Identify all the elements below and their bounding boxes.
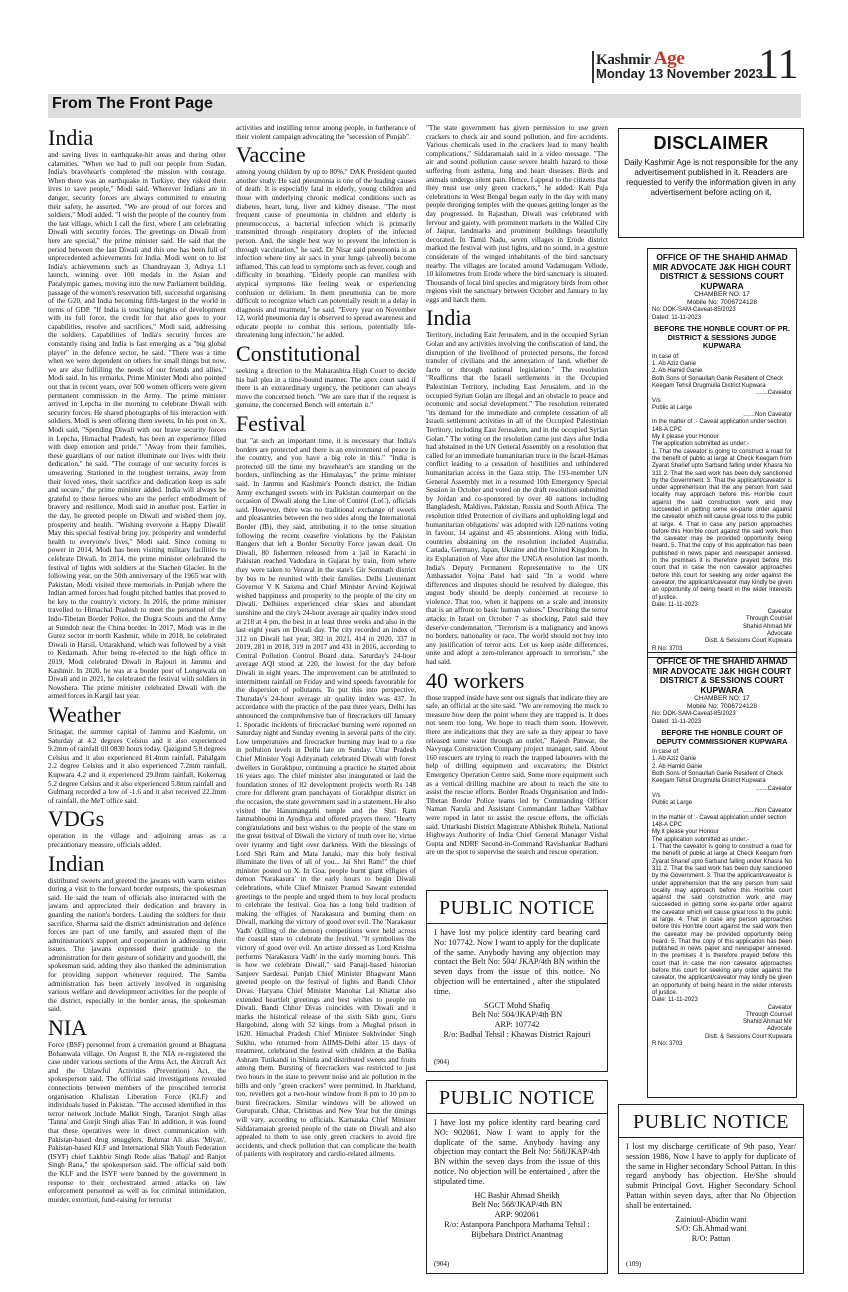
- legal-caveat-no: No: DOK-SAM-Caveat-85/2023: [652, 307, 736, 314]
- notice-father: S/O: Gh.Ahmad wani: [675, 1224, 747, 1234]
- notice-title: PUBLIC NOTICE: [427, 1085, 607, 1114]
- public-notice-1: [426, 890, 608, 1072]
- legal-public: Public at Large: [652, 404, 693, 411]
- article-vdgs: operation in the village and adjoining areas as a precautionary measure, officials added.: [48, 832, 226, 849]
- article-vaccine: among young children by up to 80%," DAK President quoted another study. He said pneumonia is one of the leading causes of death. It is especially fatal in elderly, young children and those with underlying chronic medical conditions such as diabetes, heart, lung, liver and kidney disease. "The most frequent cause of pneumonia in children and elderly is pneumococcus, a bacterial infection which is primarily transmitted through respiratory droplets of the infected person. And, the single best way to prevent the infection is through vaccination," he said. Dr Nisar said pneumonia is an infection where tiny air sacs in your lungs (alveoli) become inflamed. This can lead to symptoms such as fever, cough and difficulty in breathing. "Elderly people can manifest with atypical symptoms like feeling weak or experiencing confusion or delirium. In them pneumonia can be more difficult to recognize which can potentially result in a delay in diagnosis and treatment," he said. "Every year on November 12, world pneumonia day is observed to spread awareness and educate people to combat this serious, potentially life-threatening lung infection," he added.: [236, 168, 416, 340]
- headline-india: India: [48, 125, 94, 150]
- section-title: From The Front Page: [52, 95, 213, 112]
- notice-body: I have lost my police identity card bearing card NO: 902061. Now I want to apply for the duplicate of the same. Anybody having any objection may contact the Belt No: 568/JKAP/4th BN within the seven days from the issue of this notice. No objection will be entertained , after the stipulated time.: [434, 1118, 600, 1186]
- disclaimer-body: Daily Kashmir Age is not responsible for the any advertisement published in it. Readers are requested to verify the information given in any advertisement before acting on it.: [624, 158, 798, 197]
- legal-mobile: Mobile No: 7006724128: [686, 703, 758, 711]
- notice-ref: (904): [434, 1058, 450, 1067]
- legal-dated: Dated: 11-11-2023: [652, 314, 702, 321]
- legal-sig-2: Through Counsel: [745, 1011, 792, 1018]
- headline-indian: Indian: [48, 850, 105, 876]
- legal-case: In case of:: [652, 353, 680, 360]
- notice-address: R/o: Astanpora Panchpora Marhama Tehsil : Bijbehara District Anantnag: [444, 1219, 590, 1239]
- public-notice-3: [618, 1104, 804, 1274]
- legal-ref: R No: 3703: [652, 1041, 683, 1048]
- notice-address: R/O: Pattan: [691, 1234, 731, 1244]
- legal-ref: R No: 3703: [652, 645, 683, 652]
- headline-festival: Festival: [236, 411, 306, 437]
- legal-office: OFFICE OF THE SHAHID AHMAD MIR ADVOCATE J&K HIGH COURT DISTRICT & SESSIONS COURT KUPWARA: [652, 252, 792, 291]
- legal-dated: Dated: 11-11-2023: [652, 718, 702, 725]
- notice-title: PUBLIC NOTICE: [619, 1109, 803, 1138]
- legal-notice-1: [647, 248, 797, 658]
- headline-weather: Weather: [48, 702, 121, 727]
- article-40-workers: those trapped inside have sent out signals that indicate they are safe, an official at the site said. "We are removing the muck to measure how deep the point where they are trapped is. It does not seem too long. We hope to reach them soon. However, there are indications that they are safe as they appear to have released some water through an outlet," Rajesh Panwar, the Navyuga Construction Company project manager, said. About 160 rescuers are trying to reach the trapped labourers with the help of drilling equipment and excavators, the District Emergency Operation Centre said. Some more equipment such as a vertical drilling machine are about to reach the site to assist the rescue efforts. Border Roads Organisation and Indo-Tibetan Border Police teams led by Commanding Officer Naman Narula and Assistant Commandant Jadhav Vaibhav were roped in later to assist the rescue efforts, the officials said. Uttarkashi District Magistrate Abhishek Ruhela, National Highways Authority of India Chief General Manager Vishal Gupta and NDRF Second-in-Command Ravishankar Badhani are on the spot to supervise the search and rescue operation.: [426, 693, 608, 857]
- headline-vdgs: VDGs: [48, 806, 105, 832]
- notice-signature: [434, 1191, 600, 1240]
- brand-accent: Age: [653, 48, 685, 69]
- notice-name: SGCT Mohd Shafiq: [484, 1000, 550, 1010]
- disclaimer-box: [618, 128, 804, 238]
- legal-sig-1: Caveator: [767, 609, 792, 616]
- legal-sig-1: Caveator: [767, 1004, 792, 1011]
- notice-belt: Belt No: 568/JKAP/4th BN: [471, 1200, 563, 1210]
- headline-constitutional: Constitutional: [236, 341, 361, 367]
- brand-name: Kashmir: [596, 52, 651, 68]
- headline-nia: NIA: [48, 1015, 88, 1041]
- column-1: [48, 124, 226, 1274]
- article-lead-col3: "The state government has given permission to use green crackers to check air and sound pollution, and fire accidents. Various chemicals used in the crackers lead to many health complications," Siddaramaiah said in a video message. "The air and sound pollution cause severe health hazard to those suffering from asthma, lung and heart diseases. Birds and animals undergo silent pain. Hence, I appeal to the citizens that they must use only green crackers," he added. Kali Puja celebrations in West Bengal began early in the day with many people thronging temples with the queues getting longer as the day progressed. In Rajasthan, Diwali was celebrated with fervour and gaiety, with prominent markets in the Walled City of Jaipur, landmarks and prominent buildings beautifully decorated. In Tamil Nadu, seven villages in Erode district marked the festival with just lights, and no sound, in a gesture considerate of the winged inhabitants of the bird sanctuary nearby. The villages are located around Vadamugam Vellode, 10 kilometres from Erode where the bird sanctuary is situated. Thousands of local bird species and migratory birds from other regions visit the sanctuary between October and January to lay eggs and hatch them.: [426, 124, 608, 304]
- notice-name: Zainiuul-Abidin wani: [675, 1214, 747, 1224]
- legal-before: BEFORE THE HONBLE COURT OF DEPUTY COMMISSIONER KUPWARA: [656, 727, 788, 746]
- legal-mobile: Mobile No: 7006724128: [686, 299, 758, 307]
- notice-signature: [626, 1215, 796, 1244]
- headline-india-2: India: [426, 305, 472, 331]
- article-india-2: Territory, including East Jerusalem, and in the occupied Syrian Golan and any activities involving the confiscation of land, the disruption of the livelihood of protected persons, the forced transfer of civilians and the annexation of land, whether de facto or through national legislation." The resolution "Reaffirms that the Israeli settlements in the Occupied Palestinian Territory, including East Jerusalem, and in the occupied Syrian Golan are illegal and an obstacle to peace and economic and social development." The resolution reiterated "its demand for the immediate and complete cessation of all Israeli settlement activities in all of the Occupied Palestinian Territory, including East Jerusalem, and in the occupied Syrian Golan." The voting on the resolution came just days after India had abstained in the UN General Assembly on a resolution that called for an immediate humanitarian truce in the Israel-Hamas conflict leading to a cessation of hostilities and unhindered humanitarian access in the Gaza strip. The 193-member UN General Assembly met in a resumed 10th Emergency Special Session in October and voted on the draft resolution submitted by Jordan and co-sponsored by over 40 nations including Bangladesh, Maldives, Pakistan, Russia and South Africa. The resolution titled Protection of civilians and upholding legal and humanitarian obligations' was adopted with 120 nations voting in favour, 14 against and 45 abstentions. Along with India, countries abstaining on the resolution included Australia, Canada, Germany, Japan, Ukraine and the United Kingdom. In its Explanation of Vote after the UNGA resolution last month, India's Deputy Permanent Representative to the UN Ambassador Yojna Patel had said "In a world where differences and disputes should be resolved by dialogue, this august body should be deeply concerned at recourse to violence. That too, when it happens on a scale and intensity that is an affront to basic human values." Describing the terror attacks in Israel on October 7 as shocking, Patel said they deserve condemnation. "Terrorism is a malignancy and knows no borders, nationality or race. The world should not buy into any justification of terror acts. Let us keep aside differences, unite and adopt a zero-tolerance approach to terrorism," she had said.: [426, 331, 608, 667]
- legal-vs: V/s: [652, 792, 661, 799]
- public-notice-2: [426, 1080, 608, 1274]
- disclaimer-title: DISCLAIMER: [653, 133, 769, 153]
- legal-matter: In the matter of :- Caveat application under section 148-A CPC: [652, 419, 787, 433]
- headline-40-workers: 40 workers: [426, 667, 525, 693]
- legal-sig-3: Shahid Ahmad Mir: [742, 623, 792, 630]
- legal-public: Public at Large: [652, 800, 693, 807]
- legal-party-1: 1. Ab Aziz Ganie: [652, 756, 697, 763]
- legal-vs: V/s: [652, 397, 661, 404]
- legal-case: In case of:: [652, 749, 680, 756]
- legal-please: My it please your Honour: [652, 829, 719, 836]
- notice-ref: (904): [434, 1260, 450, 1269]
- notice-name: HC Bashir Ahmad Sheikh: [474, 1190, 560, 1200]
- article-india: and saving lives in earthquake-hit areas and during other calamities. "When we had to pull out people from Sudan, India's braveheart's completed the mission with courage. When there was an earthquake in Turkiye, they risked their lives to save people," Modi said. Wherever Indians are in danger, security forces are always committed to ensuring their safety, he asserted. "We are proud of our forces and soldiers," Modi added. "I wish the people of the country from the last village, which I call the first, where I am celebrating Diwali with security forces. The greetings on Diwali from here are special," the prime minister said. He said that the period between the last Diwali and this one has been full of unprecedented achievements for India. Modi went on to list India's achievements such as Chandrayaan 3, Aditya L1 launch, winning over 100 medals in the Asian and Paralympic games, moving into the new Parliament building, passage of the women's reservation bill, successful organising of the G20, and India becoming fifth-largest in the world in terms of GDP. "If India is touching heights of development with its full force, the credit for that also goes to your capabilities, resolve and sacrifices," Modi said, addressing the soldiers. Capabilities of India's security forces are constantly rising and India is fast emerging as a "big global player" in the defence sector, he said. "There was a time when we were dependent on others for small things but now, we are also fulfilling the needs of our friends and allies," Modi said. In his remarks, Prime Minister Modi also pointed out that in recent years, over 500 women officers were given permanent commission in the Army. The prime minister arrived in Lepcha in the morning to celebrate Diwali with security forces. He shared photographs of his interaction with soldiers. Modi is seen offering them sweets. In his post on X, Modi said, "Spending Diwali with our brave security forces in Lepcha, Himachal Pradesh, has been an experience filled with deep emotion and pride." "Away from their families, these guardians of our nation illuminate our lives with their dedication," he said. "The courage of our security forces is unwavering. Stationed in the toughest terrains, away from their loved ones, their sacrifice and dedication keep us safe and secure," the prime minister added. India will always be grateful to these heroes who are the perfect embodiment of bravery and resilience, Modi said in another post. Earlier in the day, he greeted people on Diwali and wished them joy, prosperity and health. "Wishing everyone a Happy Diwali! May this special festival bring joy, prosperity and wonderful health to everyone's lives," Modi said. Since coming to power in 2014, Modi has been visiting military facilities to celebrate Diwali. In 2014, the prime minister celebrated the festival of lights with soldiers at the Siachen Glacier. In the following year, on the 50th anniversary of the 1965 war with Pakistan, Modi visited three memorials in Punjab where the Indian armed forces had fought pitched battles that proved to be key to the country's victory. In 2016, the prime minister travelled to Himachal Pradesh to meet the personnel of the Indo-Tibetan Border Police, the Dogra Scouts and the Army at Sumdoh near the China border. In 2017, Modi was in the Gurez sector in north Kashmir, while in 2018, he celebrated Diwali in Harsil, Uttarakhand, which was followed by a visit to Kedarnath. After being re-elected to the high office in 2019, Modi celebrated Diwali in Rajouri in Jammu and Kashmir. In 2020, he was at a border post of Longewala on Diwali and in 2021, he celebrated the festival with soldiers in Nowshera. The prime minister celebrated Diwali with the armed forces in Kargil last year.: [48, 151, 226, 701]
- notice-ref: (109): [626, 1260, 642, 1269]
- legal-sub: The application submitted as under:-: [652, 441, 750, 448]
- headline-vaccine: Vaccine: [236, 142, 306, 168]
- notice-title: PUBLIC NOTICE: [427, 895, 607, 924]
- article-festival: that "at such an important time, it is necessary that India's borders are protected and there is an environment of peace in the country, and you have a big role in this." "India is protected till the time my braveheart's are standing on the borders, unflinching as the Himalayas," the prime minister said. In Jammu and Kashmir's Poonch district, the Indian Army exchanged sweets with its Pakistan counterpart on the occasion of Diwali along the Line of Control (LoC), officials said. However, there was no traditional exchange of sweets and pleasantries between the two sides along the International Border (IB), they said, attributing it to the tense situation following the recent ceasefire violations by the Pakistan Rangers that left a Border Security Force jawan dead. On Diwali, 80 fishermen released from a jail in Karachi in Pakistan reached Vadodara in Gujarat by train, from where they were taken to Veraval in the state's Gir Somnath district by bus to be reunited with their families. Delhi Lieutenant Governor V K Saxena and Chief Minister Arvind Kejriwal wished happiness and prosperity to the people of the city on Diwali. Delhiites experienced clear skies and abundant sunshine and the city's 24-hour average air quality index stood at 218 at 4 pm, the best in at least three weeks and also in the last eight years on Diwali day. The city recorded an index of 312 on Diwali last year, 382 in 2021, 414 in 2020, 337 in 2019, 281 in 2018, 319 in 2017 and 431 in 2016, according to Central Pollution Control Board data. Saturday's 24-hour average AQI stood at 220, the lowest for the day before Diwali in eight years. The improvement can be attributed to intermittent rainfall on Friday and wind speeds favourable for the dispersion of pollutants. To put this into perspective, Thursday's 24-hour average air quality index was 437. In accordance with the practice of the past three years, Delhi has announced the comprehensive ban of firecrackers till January 1. Sporadic incidents of firecracker burning were reported on Saturday night and Sunday evening in several parts of the city. Low temperatures and firecracker burning may lead to a rise in pollution levels in Delhi late on Sunday. Uttar Pradesh Chief Minister Yogi Adityanath celebrated Diwali with forest dwellers in Gorakhpur, continuing a practice he started about 16 years ago. The chief minister also inaugurated or laid the foundation stones of 82 development projects worth Rs 148 crore for different gram panchayats of Gorakhpur district on the occasion, the state government said in a statement. He also visited the Hanumangarhi temple and the Shri Ram Janmabhoomi in Ayodhya and offered prayers there. "Hearty congratulations and best wishes to the people of the state on the great festival of Diwali the victory of truth over lie, virtue over tyranny and light over darkness. With the blessings of Lord Shri Ram and Mata Janaki, may this holy festival illuminate the lives of all of you... Jai Shri Ram!" the chief minister posted on X. In Goa, people burnt giant effigies of demon 'Narakasura' in the early hours to begin Diwali celebrations, while Chief Minister Pramod Sawant extended greetings to the people and urged them to buy local products to celebrate the festival. Goa has a long held tradition of making the effigies of Narakasura and burning them on Diwali, marking the victory of good over evil. The 'Narakasur Vadh' (killing of the demon) competitions were held across the coastal state to celebrate the festival. "It symbolises the victory of good over evil. An artiste dressed as Lord Krishna performs 'Narakasura Vadh' in the early morning hours. This is how we celebrate Diwali," said Panaji-based historian Sanjeev Sardesai. Punjab Chief Minister Bhagwant Mann greeted people on the festival of lights and Bandi Chhor Divas. Haryana Chief Minister Manohar Lal Khattar also extended heartfelt greetings and best wishes to people on Diwali. Bandi Chhor Divas coincides with Diwali and it marks the historical release of the sixth Sikh guru, Guru Hargobind, along with 52 kings from a Mughal prison in 1620. Himachal Pradesh Chief Minister Sukhvinder Singh Sukhu, who returned from AIIMS-Delhi after 15 days of treatment, celebrated the festival with children at the Balika Ashram Tutikandi in Shimla and distributed sweets and fruits among them. Bursting of firecrackers was restricted to just two hours in the state to prevent noise and air pollution in the hills and only "green crackers" were permitted. In Jharkhand, too, revellers got a two-hour window from 8 pm to 10 pm to burst firecrackers. Similar windows will be allowed on Gurupurab, Chhat, Christmas and New Year but the timings will vary, according to officials. Karnataka Chief Minister Siddaramaiah greeted people of the state on Diwali and also appealed to them to use only green crackers to avoid fire accidents, and check pollution that can complicate the health of patients with respiratory and cardio-related ailments.: [236, 437, 416, 1159]
- legal-body: 1. That the caveator is going to construct a road for the benefit of public at large at Check Keegam from Zyarat Sharief upto Sarband falling under Khasra No 311 2. That the said work has been duly sanctioned by the Government. 3. That the applicant/caveator is under apprehension that the any person from said locality may approach before this Hon'ble court against the said construction work and may succeeded in getting some ex-parte order against the caveator which will cause great loss to the public at large. 4. That in case any person approaches before this Hon'ble court against the said work then the caveator may be provided opportunity being heard. 5. That the copy of this application has been published in news paper and newspaper annexed. In the premises it is therefore prayed before this court that in case the non caveator approaches before this court for seeking any order against the caveator, the applicant/caveator may kindly be given an opportunity of being heard in the wider interests of justice.: [652, 448, 792, 601]
- legal-sig-5: Distt. & Sessions Court Kupwara: [704, 638, 792, 645]
- legal-sub: The application submitted as under:-: [652, 836, 750, 843]
- legal-office: OFFICE OF THE SHAHID AHMAD MIR ADVOCATE J&K HIGH COURT DISTRICT & SESSIONS COURT KUPWARA: [652, 656, 792, 695]
- page-number: 11: [758, 42, 799, 88]
- legal-sig-4: Advocate: [766, 631, 792, 638]
- legal-party-2: 2. Ab Hamid Ganie: [652, 763, 703, 770]
- issue-date: Monday 13 November 2023: [596, 66, 763, 81]
- article-indian: distributed sweets and greeted the jawans with warm wishes during a visit to the forward border outposts, the spokesman said. He said the team of officials also interacted with the jawans and appreciated their dedication and bravery in guarding the nation's borders. Lauding the soldiers for their sacrifice, Sharma said the district administration and defence forces are part of one family, and assured them of the administration's support and cooperation in addressing their issues. The jawans expressed their gratitude to the administration for their gesture of solidarity and goodwill, the spokesman said, adding they also thanked the administration for providing support whenever required. The Samba administration has been actively involved in organising various welfare and development activities for the people of the district, especially in the border areas, the spokesman said.: [48, 876, 226, 1014]
- notice-address: R/o: Badhal Tehsil : Khawas District Rajouri: [443, 1029, 591, 1039]
- legal-sig-3: Shahid Ahmad Mir: [742, 1019, 792, 1026]
- masthead: [0, 0, 848, 92]
- notice-body: I lost my discharge certificate of 9th paso, Year/ session 1986, Now I have to apply for duplicate of the same in Higher secondary School Pattan. In this regard anybody has objection. He/She should submit Principal Govt. Higher Secondary School Pattan within seven days, after that No Objection shall be entertained.: [626, 1142, 796, 1210]
- notice-belt: Belt No: 504/JKAP/4th BN: [471, 1010, 563, 1020]
- legal-chamber: CHAMBER NO: 17: [694, 291, 750, 299]
- legal-date: Date: 11-11-2023: [652, 601, 698, 608]
- legal-notice-2: [647, 652, 797, 1098]
- article-weather: Srinagar, the summer capital of Jammu and Kashmir, on Saturday at 4.2 degrees Celsius and it also experienced 9.2mm of rainfall till 0830 hours today. Qazigund 5.8 degrees Celsius and it also experienced 81.4mm rainfall, Pahalgam 2.2 degree Celsius and it also experienced 7.2mm rainfall, Kupwara 4.2 and it experienced 29.8mm rainfall, Kokernag 5.2 degree Celsius and it also experienced 5.8mm rainfall and Gulmarg recorded a low of -1.6 and it also received 22.2mm of rainfall, the MeT office said.: [48, 728, 226, 805]
- legal-body: 1. That the caveator is going to construct a road for the benefit of public at large at Check Keegam from Zyarat Sharief upto Sarband falling under Khasra No 311 2. That the said work has been duly sanctioned by the Government. 3. That the applicant/caveator is under apprehension that the any person from said locality may approach before this Hon'ble court against the said construction work and may succeeded in getting some ex-parte order against the caveator which will cause great loss to the public at large. 4. That in case any person approaches before this Hon'ble court against the said work then the caveator may be provided opportunity being heard. 5. That the copy of this application has been published in news paper and newspaper annexed. In the premises it is therefore prayed before this court that in case the non caveator approaches before this court for seeking any order against the caveator, the applicant/caveator may kindly be given an opportunity of being heard in the wider interests of justice.: [652, 844, 792, 996]
- article-nia: Force (BSF) personnel from a cremation ground at Bhagtana Bohanwala village. On August 8, the NIA re-registered the case under various sections of the Arms Act, the Aircraft Act and the Unlawful Activities (Prevention) Act, the spokesperson said. The official said investigations revealed connections between members of the proscribed terrorist organisation Khalistan Liberation Force (KLF) and individuals based in Pakistan. "The accused identified in this terror network include Malkit Singh, Taranjot Singh alias 'Tanna' and Gurjit Singh alias 'Fau' In addition, it was found that these operatives were in direct communication with Pakistan-based drug smugglers, Behmat Ali alias 'Miyan', Pakistan-based KLF and International Sikh Youth Federation (ISYF) chief Lakhbir Singh Rode alias 'Babaji' and Ranjot Singh Rana," the spokesperson said. The official said both the KLF and the ISYF were banned by the government in response to their orchestrated armed attacks on law enforcement personnel as well as for criminal intimidation, murder, extortion, fund-raising for terrorist: [48, 1041, 226, 1204]
- legal-caveator: .......Caveator: [755, 390, 792, 397]
- legal-residents: Both Sons of Sonaullah Ganie Resident of Check Keegam Tehsil Drugmulla District Kupwara: [652, 771, 784, 785]
- legal-before: BEFORE THE HONBLE COURT OF PR. DISTRICT & SESSIONS JUDGE KUPWARA: [654, 323, 790, 351]
- legal-party-2: 2. Ab Hamid Ganie: [652, 368, 703, 375]
- legal-noncaveator: .......Non Caveator: [743, 807, 792, 814]
- legal-party-1: 1. Ab Aziz Ganie: [652, 361, 697, 368]
- article-lead: activities and instilling terror among people, in furtherance of their violent campaign advocating the "secession of Punjab".: [236, 124, 416, 141]
- article-constitutional: seeking a direction to the Maharashtra High Court to decide his bail plea in a time-bound manner. The apex court said if there is an extraordinary urgency, the petitioner can always move the concerned bench. "We are sure that if the request is genuine, the concerned Bench will entertain it.": [236, 367, 416, 410]
- legal-sig-4: Advocate: [766, 1026, 792, 1033]
- legal-caveat-no: No: DOK-SAM-Caveat-85/2023: [652, 711, 736, 718]
- notice-signature: [434, 1001, 600, 1040]
- masthead-divider: [592, 51, 594, 83]
- legal-please: My it please your Honour: [652, 434, 719, 441]
- legal-sig-2: Through Counsel: [745, 616, 792, 623]
- legal-noncaveator: .......Non Caveator: [743, 412, 792, 419]
- column-2: [236, 124, 416, 1274]
- legal-chamber: CHAMBER NO: 17: [694, 695, 750, 703]
- legal-sig-5: Distt. & Sessions Court Kupwara: [704, 1033, 792, 1040]
- notice-arp: ARP: 902061: [494, 1210, 540, 1220]
- legal-residents: Both Sons of Sonaullah Ganie Resident of Check Keegam Tehsil Drugmulla District Kupwara: [652, 375, 784, 389]
- notice-body: I have lost my police identity card bearing card No: 107742. Now I want to apply for the duplicate of the same. Anybody having any objection may contact the Belt No: 504/ JKAP/4th BN within the seven days from the issue of this notice. No objection will be entertained , after the stipulated time.: [434, 928, 600, 996]
- notice-arp: ARP: 107742: [494, 1020, 540, 1030]
- legal-caveator: .......Caveator: [755, 785, 792, 792]
- legal-date: Date: 11-11-2023: [652, 997, 698, 1004]
- legal-matter: In the matter of :- Caveat application under section 148-A CPC: [652, 814, 787, 829]
